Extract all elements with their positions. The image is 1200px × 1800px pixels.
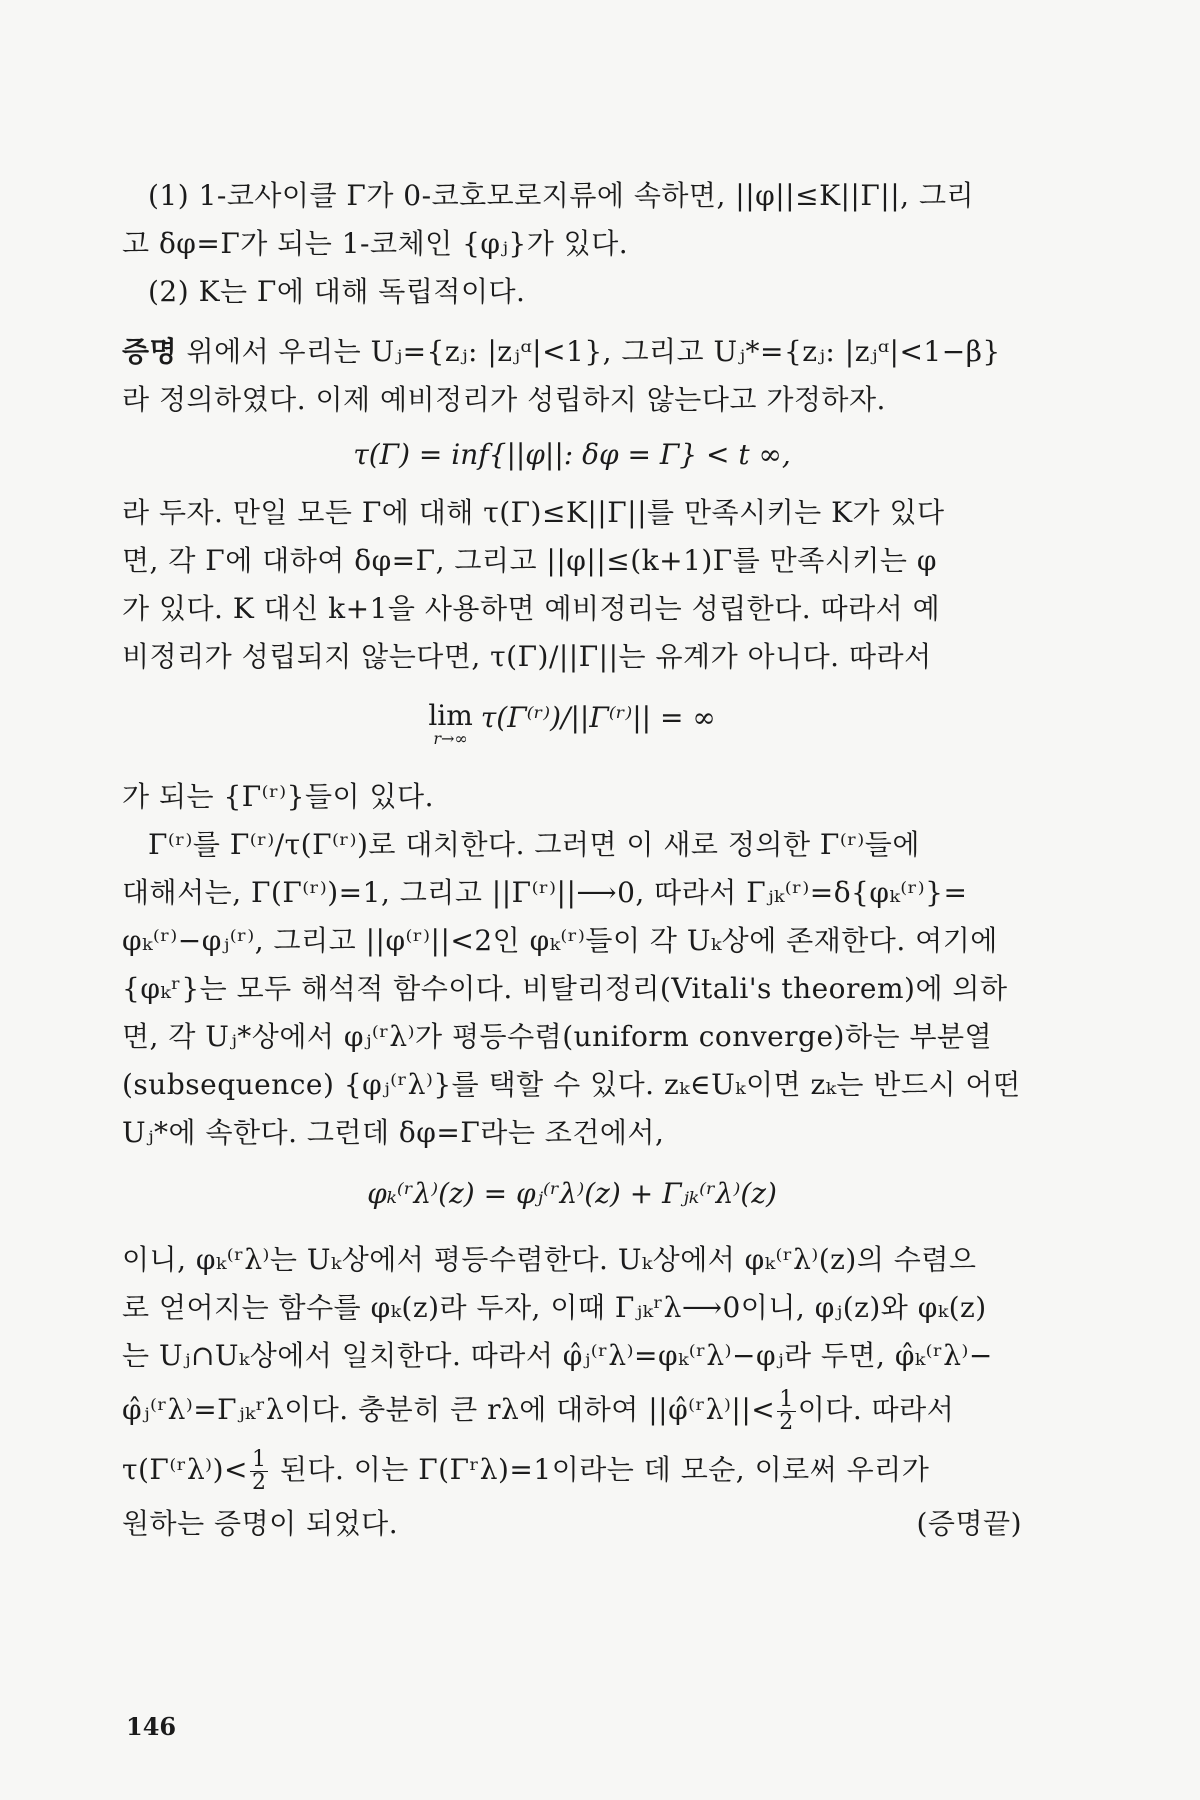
proof-start-line [122, 328, 1022, 376]
text-line: {φₖʳ}는 모두 해석적 함수이다. 비탈리정리(Vitali's theorem)에 의하 [122, 972, 1008, 1005]
text-line: 면, 각 Γ에 대하여 δφ=Γ, 그리고 ||φ||≤(k+1)Γ를 만족시키는 φ [122, 544, 937, 577]
text-line: (subsequence) {φⱼ⁽ʳλ⁾}를 택할 수 있다. zₖ∈Uₖ이면 zₖ는 반드시 어떤 [122, 1068, 1021, 1101]
text-line: 원하는 증명이 되었다. [122, 1507, 399, 1540]
text-line: 라 두자. 만일 모든 Γ에 대해 τ(Γ)≤K||Γ||를 만족시키는 K가 있다 [122, 496, 945, 529]
text-line: (1) 1-코사이클 Γ가 0-코호모로지류에 속하면, ||φ||≤K||Γ||, 그리 [148, 179, 975, 212]
equation-tau: τ(Γ) = inf{||φ||: δφ = Γ} < t ∞, [353, 438, 791, 471]
fraction-numerator: 1 [779, 1387, 794, 1412]
page-number: 146 [126, 1712, 177, 1741]
lim-text: lim [428, 699, 473, 732]
text-line: 고 δφ=Γ가 되는 1-코체인 {φⱼ}가 있다. [122, 227, 629, 260]
text-line: 는 Uⱼ∩Uₖ상에서 일치한다. 따라서 φ̂ⱼ⁽ʳλ⁾=φₖ⁽ʳλ⁾−φⱼ라 두면, φ̂ₖ⁽ʳλ⁾− [122, 1339, 993, 1372]
text-segment: φ̂ⱼ⁽ʳλ⁾=Γⱼₖʳλ이다. 충분히 큰 rλ에 대하여 ||φ̂⁽ʳλ⁾||< [122, 1393, 776, 1426]
text-line: 가 되는 {Γ⁽ʳ⁾}들이 있다. [122, 780, 434, 813]
text-segment: τ(Γ⁽ʳλ⁾)< [122, 1453, 248, 1486]
fraction-denominator: 2 [251, 1470, 267, 1495]
final-line [122, 1500, 1022, 1548]
text-line: Γ⁽ʳ⁾를 Γ⁽ʳ⁾/τ(Γ⁽ʳ⁾)로 대치한다. 그러면 이 새로 정의한 Γ⁽ʳ⁾들에 [148, 828, 920, 861]
equation-phi: φₖ⁽ʳλ⁾(z) = φⱼ⁽ʳλ⁾(z) + Γⱼₖ⁽ʳλ⁾(z) [367, 1177, 777, 1210]
text-line: 비정리가 성립되지 않는다면, τ(Γ)/||Γ||는 유계가 아니다. 따라서 [122, 640, 932, 673]
fraction-numerator: 1 [251, 1447, 267, 1472]
proof-end-mark: (증명끝) [916, 1507, 1022, 1540]
fraction-half [777, 1389, 796, 1434]
text-line: 가 있다. K 대신 k+1을 사용하면 예비정리는 성립한다. 따라서 예 [122, 592, 941, 625]
text-line: 위에서 우리는 Uⱼ={zⱼ: |zⱼᵅ|<1}, 그리고 Uⱼ*={zⱼ: |zⱼᵅ|<1−β} [186, 335, 1001, 368]
text-line: 면, 각 Uⱼ*상에서 φⱼ⁽ʳλ⁾가 평등수렴(uniform converge)하는 부분열 [122, 1020, 993, 1053]
limit-expression: τ(Γ⁽ʳ⁾)/||Γ⁽ʳ⁾|| = ∞ [480, 701, 716, 734]
limit-operator [428, 701, 472, 747]
text-segment: 이다. 따라서 [797, 1393, 955, 1426]
text-line-with-fraction [122, 1380, 1022, 1440]
text-line: 대해서는, Γ(Γ⁽ʳ⁾)=1, 그리고 ||Γ⁽ʳ⁾||⟶0, 따라서 Γⱼₖ⁽ʳ⁾=δ{φₖ⁽ʳ⁾}= [122, 876, 968, 909]
lim-subscript: r→∞ [433, 729, 468, 748]
equation-limit [122, 701, 1022, 747]
text-line: (2) K는 Γ에 대해 독립적이다. [148, 275, 526, 308]
text-line: 로 얻어지는 함수를 φₖ(z)라 두자, 이때 Γⱼₖʳλ⟶0이니, φⱼ(z)와 φₖ(z) [122, 1291, 987, 1324]
text-segment: 된다. 이는 Γ(Γʳλ)=1이라는 데 모순, 이로써 우리가 [279, 1453, 930, 1486]
text-line: φₖ⁽ʳ⁾−φⱼ⁽ʳ⁾, 그리고 ||φ⁽ʳ⁾||<2인 φₖ⁽ʳ⁾들이 각 Uₖ상에 존재한다. 여기에 [122, 924, 998, 957]
text-body [122, 172, 1022, 1548]
proof-label: 증명 [122, 335, 178, 368]
text-line: 이니, φₖ⁽ʳλ⁾는 Uₖ상에서 평등수렴한다. Uₖ상에서 φₖ⁽ʳλ⁾(z)의 수렴으 [122, 1243, 977, 1276]
fraction-half [250, 1449, 269, 1494]
text-line: 라 정의하였다. 이제 예비정리가 성립하지 않는다고 가정하자. [122, 383, 886, 416]
text-line: Uⱼ*에 속한다. 그런데 δφ=Γ라는 조건에서, [122, 1116, 665, 1149]
fraction-denominator: 2 [779, 1410, 794, 1435]
text-line-with-fraction [122, 1440, 1022, 1500]
